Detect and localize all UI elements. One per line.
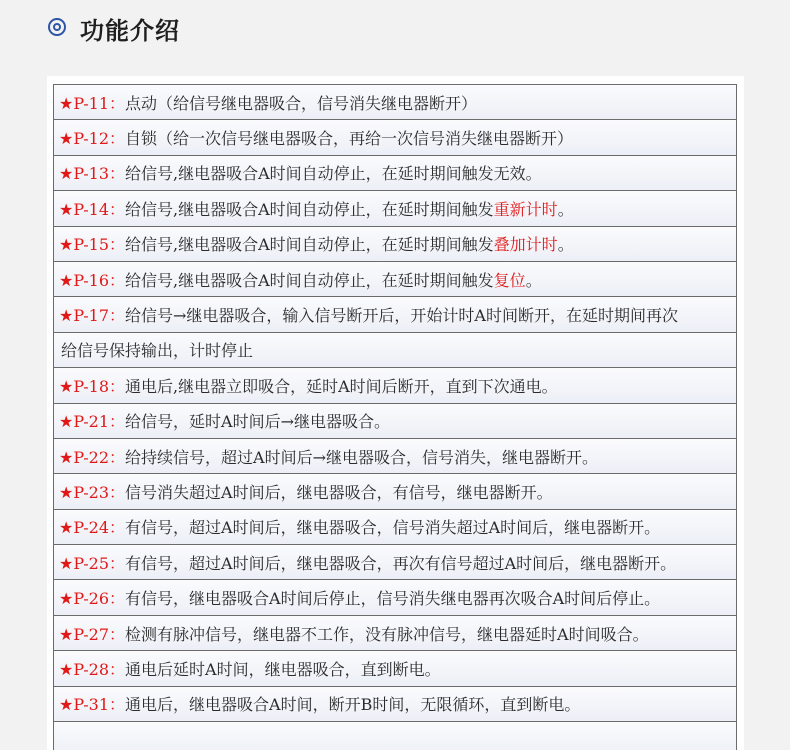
mode-highlight: 重新计时 (493, 199, 558, 219)
table-row (54, 333, 736, 368)
mode-description: 给信号保持输出，计时停止 (61, 341, 254, 361)
mode-description: 通电后，继电器吸合A时间，断开B时间，无限循环，直到断电。 (125, 695, 581, 715)
mode-description: 给信号,继电器吸合A时间自动停止，在延时期间触发无效。 (125, 164, 542, 184)
mode-description: 给信号,继电器吸合A时间自动停止，在延时期间触发 (125, 199, 494, 219)
mode-description: 给信号,继电器吸合A时间自动停止，在延时期间触发 (125, 270, 494, 290)
mode-description: 自锁（给一次信号继电器吸合，再给一次信号消失继电器断开） (125, 129, 574, 149)
mode-tail: 。 (525, 270, 542, 290)
mode-code: ★P-22： (59, 447, 126, 467)
table-row (54, 616, 736, 651)
mode-tail: 。 (557, 199, 574, 219)
function-panel (47, 76, 744, 750)
mode-code: ★P-27： (59, 624, 126, 644)
table-row (54, 262, 736, 297)
mode-code: ★P-31： (59, 695, 126, 715)
mode-code: ★P-18： (59, 376, 126, 396)
mode-code: ★P-16： (59, 270, 126, 290)
mode-highlight: 叠加计时 (493, 235, 558, 255)
table-row (54, 474, 736, 509)
table-row (54, 227, 736, 262)
mode-highlight: 复位 (493, 270, 526, 290)
mode-code: ★P-12： (59, 129, 126, 149)
table-row (54, 510, 736, 545)
mode-code: ★P-15： (59, 235, 126, 255)
mode-code: ★P-25： (59, 553, 126, 573)
table-row (54, 545, 736, 580)
mode-description: 给信号→继电器吸合，输入信号断开后，开始计时A时间断开，在延时期间再次 (125, 306, 678, 326)
mode-description: 点动（给信号继电器吸合，信号消失继电器断开） (125, 93, 478, 113)
table-row (54, 722, 736, 750)
table-row (54, 439, 736, 474)
table-row (54, 404, 736, 439)
mode-description: 检测有脉冲信号，继电器不工作，没有脉冲信号，继电器延时A时间吸合。 (125, 624, 649, 644)
mode-description: 有信号，继电器吸合A时间后停止，信号消失继电器再次吸合A时间后停止。 (125, 589, 661, 609)
mode-description: 通电后,继电器立即吸合，延时A时间后断开，直到下次通电。 (125, 376, 558, 396)
mode-description: 通电后延时A时间，继电器吸合，直到断电。 (125, 659, 441, 679)
mode-code: ★P-11： (59, 93, 126, 113)
mode-code: ★P-21： (59, 412, 126, 432)
section-header (0, 0, 790, 58)
table-row (54, 580, 736, 615)
table-row (54, 368, 736, 403)
table-row (54, 120, 736, 155)
mode-code: ★P-13： (59, 164, 126, 184)
table-row (54, 297, 736, 332)
mode-code: ★P-28： (59, 659, 126, 679)
section-title: 功能介绍 (80, 17, 180, 45)
mode-code: ★P-26： (59, 589, 126, 609)
table-row (54, 191, 736, 226)
mode-code: ★P-24： (59, 518, 126, 538)
mode-code: ★P-17： (59, 306, 126, 326)
mode-description: 给持续信号，超过A时间后→继电器吸合，信号消失，继电器断开。 (125, 447, 598, 467)
table-row (54, 156, 736, 191)
mode-tail: 。 (557, 235, 574, 255)
mode-description: 信号消失超过A时间后，继电器吸合，有信号，继电器断开。 (125, 482, 553, 502)
mode-code: ★P-23： (59, 482, 126, 502)
double-circle-icon (48, 18, 66, 36)
table-row (54, 651, 736, 686)
mode-description: 有信号，超过A时间后，继电器吸合，信号消失超过A时间后，继电器断开。 (125, 518, 661, 538)
function-table (53, 84, 737, 750)
table-row (54, 85, 736, 120)
mode-description: 有信号，超过A时间后，继电器吸合，再次有信号超过A时间后，继电器断开。 (125, 553, 677, 573)
mode-code: ★P-14： (59, 199, 126, 219)
table-row (54, 687, 736, 722)
mode-description: 给信号,继电器吸合A时间自动停止，在延时期间触发 (125, 235, 494, 255)
mode-description: 给信号，延时A时间后→继电器吸合。 (125, 412, 390, 432)
